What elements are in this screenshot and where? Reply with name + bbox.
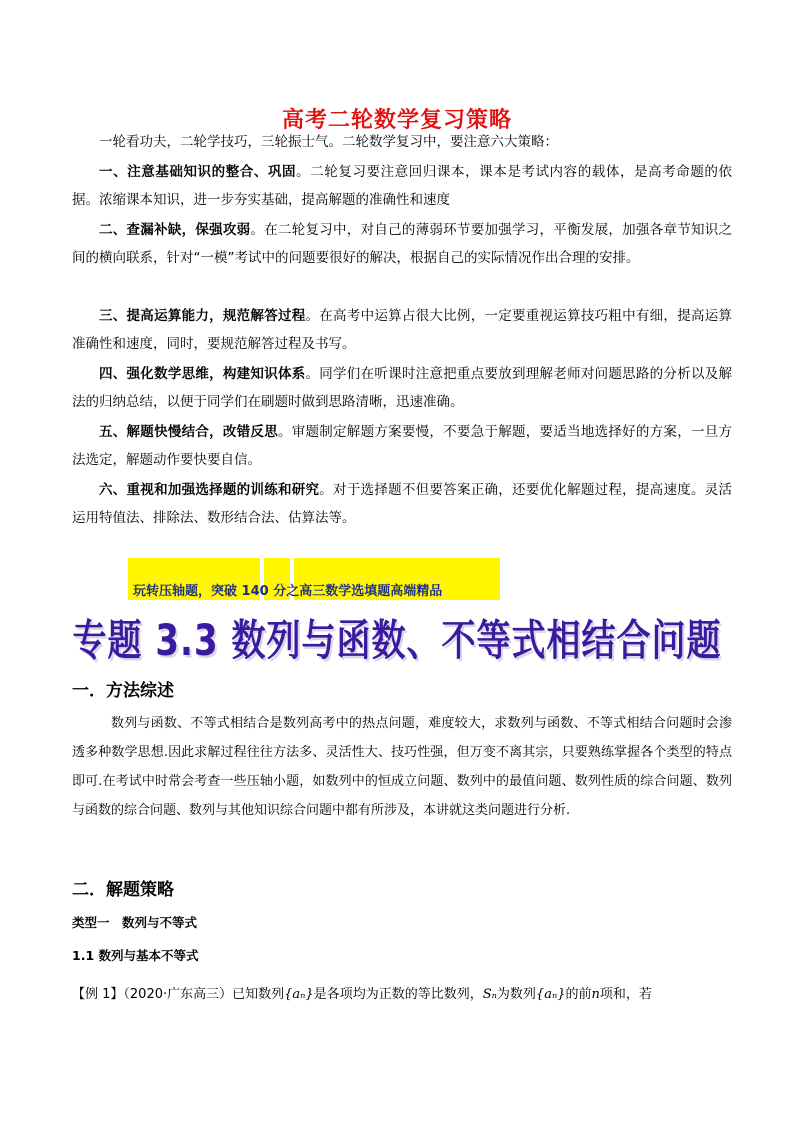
math-n: n <box>591 987 600 1002</box>
strategy-4-title: 四、强化数学思维，构建知识体系 <box>99 366 306 382</box>
strategy-1 <box>72 158 732 214</box>
example-tag: 【例 1】 <box>72 987 124 1002</box>
strategy-6 <box>72 476 732 532</box>
example-1 <box>72 980 732 1009</box>
strategy-3 <box>72 302 732 358</box>
type-label: 类型一 数列与不等式 <box>72 915 198 930</box>
example-source: （2020·广东高三） <box>123 987 233 1002</box>
intro-lead: 一轮看功夫，二轮学技巧，三轮振士气。二轮数学复习中，要注意六大策略： <box>99 134 558 150</box>
strategy-2-text: 。在二轮复习中，对自己的薄弱环节要加强学习，平衡发展，加强各章节知识之间的横向联系，针对“一模”考试中的问题要很好的解决，根据自己的实际情况作出合理的安排。 <box>72 222 733 266</box>
example-text: 是各项均为正数的等比数列， <box>313 987 483 1002</box>
page-title: 高考二轮数学复习策略 <box>281 108 512 133</box>
example-text: 为数列 <box>496 987 536 1002</box>
strategy-6-text: 。对于选择题不但要答案正确，还要优化解题过程，提高速度。灵活运用特值法、排除法、数形结合法、估算法等。 <box>72 482 733 526</box>
math-sequence-a: {aₙ} <box>284 987 314 1002</box>
example-text: 的前 <box>565 987 592 1002</box>
promo-banner-text: 玩转压轴题，突破 140 分之高三数学选填题高端精品 <box>133 584 443 599</box>
strategy-4-text: 。同学们在听课时注意把重点要放到理解老师对问题思路的分析以及解法的归纳总结，以便于同学们在刷题时做到思路清晰，迅速准确。 <box>72 366 732 410</box>
math-sequence-a: {aₙ} <box>535 987 566 1002</box>
strategy-2 <box>72 216 732 272</box>
strategy-2-title: 二、查漏补缺，保强攻弱 <box>99 222 251 238</box>
strategy-4 <box>72 360 732 416</box>
strategy-3-text: 。在高考中运算占很大比例，一定要重视运算技巧粗中有细，提高运算准确性和速度，同时，要规范解答过程及书写。 <box>72 308 732 352</box>
strategy-5 <box>72 418 732 474</box>
strategy-5-text: 。审题制定解题方案要慢，不要急于解题，要适当地选择好的方案，一旦方法选定，解题动作要快要自信。 <box>72 424 733 468</box>
strategy-5-title: 五、解题快慢结合，改错反思 <box>99 424 278 440</box>
math-sum-s: Sₙ <box>482 987 497 1002</box>
method-summary-text: 数列与函数、不等式相结合是数列高考中的热点问题，难度较大，求数列与函数、不等式相结合问题时会渗透多种数学思想.因此求解过程往往方法多、灵活性大、技巧性强，但万变不离其宗，只要熟练掌握各个类型的特点即可.在考试中时常会考查一些压轴小题，如数列中的恒成立问题、数列中的最值问题、数列性质的综合问题、数列与函数的综合问题、数列与其他知识综合问题中都有所涉及，本讲就这类问题进行分析. <box>72 716 732 818</box>
section-heading-strategy: 二．解题策略 <box>72 880 174 900</box>
topic-title: 专题 3.3 数列与函数、不等式相结合问题 <box>72 616 722 666</box>
strategy-3-title: 三、提高运算能力，规范解答过程 <box>99 308 306 324</box>
example-text: 已知数列 <box>232 987 285 1002</box>
subtopic-label: 1.1 数列与基本不等式 <box>72 948 199 963</box>
section-heading-method: 一．方法综述 <box>72 681 174 701</box>
strategy-6-title: 六、重视和加强选择题的训练和研究 <box>99 482 320 498</box>
example-text: 项和，若 <box>599 987 652 1002</box>
strategy-1-title: 一、注意基础知识的整合、巩固 <box>99 164 297 180</box>
strategy-1-text: 。二轮复习要注意回归课本，课本是考试内容的载体，是高考命题的依据。浓缩课本知识，进一步夯实基础，提高解题的准确性和速度 <box>72 164 733 208</box>
